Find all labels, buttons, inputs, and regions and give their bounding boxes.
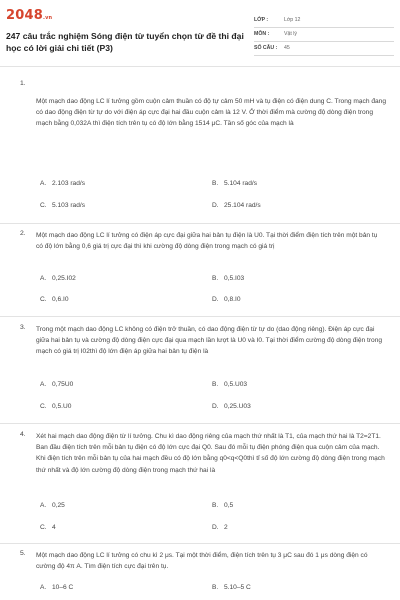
question-number: 1. xyxy=(20,80,26,87)
option-b[interactable] xyxy=(212,381,247,388)
option-text: 0,25.I02 xyxy=(52,275,76,282)
option-d[interactable] xyxy=(212,403,251,410)
option-text: 0,5.U03 xyxy=(224,381,248,388)
option-b[interactable] xyxy=(212,275,244,282)
option-letter: A. xyxy=(40,584,47,591)
option-d[interactable] xyxy=(212,296,241,303)
question-number: 5. xyxy=(20,550,26,557)
question-divider xyxy=(0,316,400,317)
page-title: 247 câu trắc nghiệm Sóng điện từ tuyển chọn từ đề thi đại học có lời giải chi tiết (P3) xyxy=(6,31,244,53)
option-d[interactable] xyxy=(212,524,228,531)
option-letter: B. xyxy=(212,584,219,591)
option-letter: B. xyxy=(212,180,219,187)
option-c[interactable] xyxy=(40,296,69,303)
meta-value: Lớp 12 xyxy=(284,17,301,23)
option-letter: A. xyxy=(40,381,47,388)
meta-value: 45 xyxy=(284,45,290,51)
option-a[interactable] xyxy=(40,275,76,282)
question-divider xyxy=(0,223,400,224)
option-text: 5.104 rad/s xyxy=(224,180,257,187)
document-meta xyxy=(254,14,394,56)
option-b[interactable] xyxy=(212,584,251,591)
option-d[interactable] xyxy=(212,202,261,209)
option-a[interactable] xyxy=(40,180,85,187)
option-text: 2 xyxy=(224,524,228,531)
question-text: Một mạch dao động LC lí tưởng gồm cuộn cảm thuần có độ tự cảm 50 mH và tụ điện có điện dung C. Trong mạch đang có dao động điện từ tự do với điện áp cực đại hai đầu cuộn cảm là 12 V. Ở thời điểm mà cường độ dòng điện trong mạch bằng 0,032A thì điện tích trên tụ có độ lớn bằng 1514 μC. Tần số góc của mạch là xyxy=(36,98,386,128)
question-number: 2. xyxy=(20,230,26,237)
option-letter: D. xyxy=(212,202,219,209)
option-letter: A. xyxy=(40,275,47,282)
question-number: 4. xyxy=(20,431,26,438)
meta-count-row xyxy=(254,42,394,56)
option-letter: D. xyxy=(212,296,219,303)
option-letter: D. xyxy=(212,403,219,410)
option-a[interactable] xyxy=(40,584,73,591)
question-divider xyxy=(0,543,400,544)
option-letter: B. xyxy=(212,275,219,282)
option-letter: A. xyxy=(40,180,47,187)
option-text: 0,5.U0 xyxy=(52,403,72,410)
option-a[interactable] xyxy=(40,381,73,388)
option-c[interactable] xyxy=(40,524,56,531)
question-text: Một mạch dao động LC lí tưởng có điện áp cực đại giữa hai bản tụ điện là U0. Tại thời điểm điện tích trên một bản tụ có độ lớn bằng 0,6 giá trị cực đại thì khi cường độ dòng điện trong mạch có giá trị xyxy=(36,232,378,251)
option-b[interactable] xyxy=(212,180,257,187)
option-text: 2.103 rad/s xyxy=(52,180,85,187)
option-a[interactable] xyxy=(40,502,65,509)
option-letter: A. xyxy=(40,502,47,509)
option-b[interactable] xyxy=(212,502,233,509)
option-letter: C. xyxy=(40,202,47,209)
option-c[interactable] xyxy=(40,202,85,209)
meta-key: MÔN : xyxy=(254,31,270,37)
document-header xyxy=(0,0,400,70)
option-text: 5.10–5 C xyxy=(224,584,251,591)
option-text: 0,5.I03 xyxy=(224,275,245,282)
meta-value: Vật lý xyxy=(284,31,297,37)
option-text: 0,5 xyxy=(224,502,234,509)
question-text: Trong một mạch dao động LC không có điện trở thuần, có dao động điện từ tự do (dao động riêng). Điện áp cực đại giữa hai bản tụ và cường độ dòng điện cực đại qua mạch lần lượt là U0 và I0. Tại thời điểm cường độ dòng điện trong mạch có giá trị I02thì độ lớn điện áp giữa hai bản tụ điện là xyxy=(36,326,383,356)
logo-text: 2048 xyxy=(6,8,43,23)
option-text: 0,25.U03 xyxy=(224,403,251,410)
option-letter: C. xyxy=(40,296,47,303)
meta-key: LỚP : xyxy=(254,17,269,23)
option-text: 0,6.I0 xyxy=(52,296,69,303)
meta-grade-row xyxy=(254,14,394,28)
option-c[interactable] xyxy=(40,403,71,410)
question-text: Xét hai mạch dao động điện từ lí tưởng. Chu kì dao động riêng của mạch thứ nhất là T1, của mạch thứ hai là T2=2T1. Ban đầu điện tích trên mỗi bản tụ điện có độ lớn cực đại Q0. Sau đó mỗi tụ điện phóng điện qua cuộn cảm của mạch. Khi điện tích trên mỗi bản tụ của hai mạch đều có độ lớn bằng q0<q<Q0thì tỉ số độ lớn cường độ dòng điện trong mạch thứ nhất và độ lớn cường độ dòng điện trong mạch thứ hai là xyxy=(36,433,385,474)
meta-key: SỐ CÂU : xyxy=(254,45,278,51)
option-text: 25.104 rad/s xyxy=(224,202,261,209)
option-letter: C. xyxy=(40,403,47,410)
logo-suffix: .vn xyxy=(42,15,53,21)
question-text: Một mạch dao động LC lí tưởng có chu kì 2 μs. Tại một thời điểm, điện tích trên tụ 3 μC sau đó 1 μs dòng điện có cường độ 4π A. Tìm điện tích cực đại trên tụ. xyxy=(36,552,368,571)
site-logo[interactable] xyxy=(6,8,52,23)
meta-subject-row xyxy=(254,28,394,42)
header-divider xyxy=(0,66,400,67)
option-letter: B. xyxy=(212,381,219,388)
option-text: 0,8.I0 xyxy=(224,296,241,303)
question-divider xyxy=(0,423,400,424)
question-number: 3. xyxy=(20,324,26,331)
option-text: 0,75U0 xyxy=(52,381,74,388)
option-letter: C. xyxy=(40,524,47,531)
option-text: 5.103 rad/s xyxy=(52,202,85,209)
option-letter: D. xyxy=(212,524,219,531)
option-text: 10–6 C xyxy=(52,584,74,591)
option-letter: B. xyxy=(212,502,219,509)
option-text: 4 xyxy=(52,524,56,531)
option-text: 0,25 xyxy=(52,502,65,509)
